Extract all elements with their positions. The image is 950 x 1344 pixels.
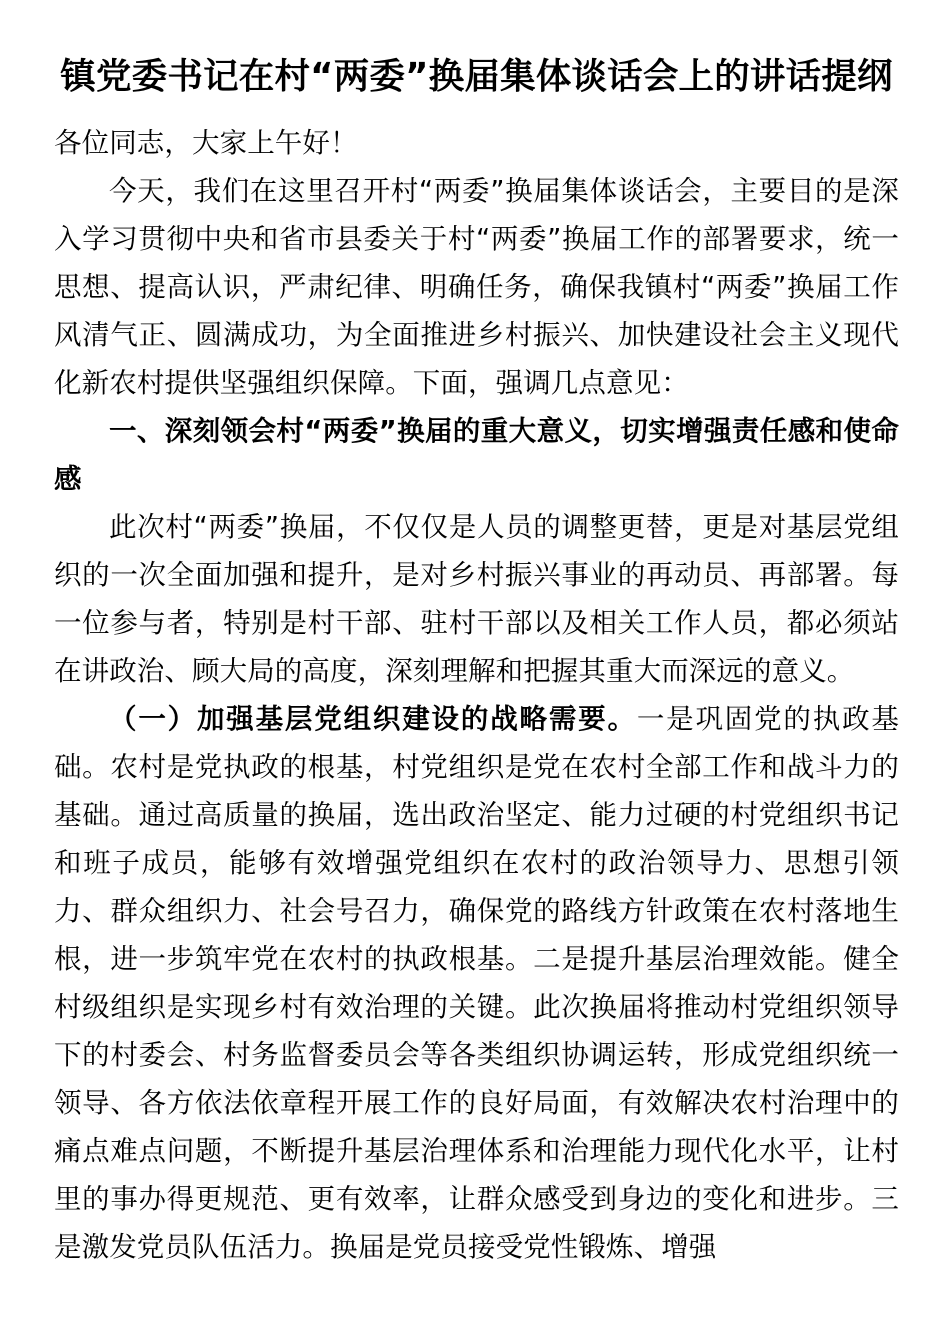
subsection-one-body: 一是巩固党的执政基础。农村是党执政的根基，村党组织是党在农村全部工作和战斗力的基础。通过高质量的换届，选出政治坚定、能力过硬的村党组织书记和班子成员，能够有效增强党组织在农村的政治领导力、思想引领力、群众组织力、社会号召力，确保党的路线方针政策在农村落地生根，进一步筑牢党在农村的执政根基。二是提升基层治理效能。健全村级组织是实现乡村有效治理的关键。此次换届将推动村党组织领导下的村委会、村务监督委员会等各类组织协调运转，形成党组织统一领导、各方依法依章程开展工作的良好局面，有效解决农村治理中的痛点难点问题，不断提升基层治理体系和治理能力现代化水平，让村里的事办得更规范、更有效率，让群众感受到身边的变化和进步。三是激发党员队伍活力。换届是党员接受党性锻炼、增强 bbox=[54, 703, 899, 1263]
page-title: 镇党委书记在村“两委”换届集体谈话会上的讲话提纲 bbox=[60, 56, 893, 97]
subsection-one-label: （一）加强基层党组织建设的战略需要。 bbox=[109, 703, 637, 735]
paragraph-section-one-body: 此次村“两委”换届，不仅仅是人员的调整更替，更是对基层党组织的一次全面加强和提升，是对乡村振兴事业的再动员、再部署。每一位参与者，特别是村干部、驻村干部以及相关工作人员，都必须站在讲政治、顾大局的高度，深刻理解和把握其重大而深远的意义。 bbox=[54, 511, 899, 687]
document-content bbox=[54, 0, 899, 1271]
section-heading-one: 一、深刻领会村“两委”换届的重大意义，切实增强责任感和使命感 bbox=[54, 415, 899, 495]
paragraph-intro: 今天，我们在这里召开村“两委”换届集体谈话会，主要目的是深入学习贯彻中央和省市县委关于村“两委”换届工作的部署要求，统一思想、提高认识，严肃纪律、明确任务，确保我镇村“两委”换届工作风清气正、圆满成功，为全面推进乡村振兴、加快建设社会主义现代化新农村提供坚强组织保障。下面，强调几点意见： bbox=[54, 175, 899, 399]
paragraph-subsection-one bbox=[54, 695, 899, 1271]
paragraph-greeting: 各位同志，大家上午好！ bbox=[54, 127, 358, 159]
